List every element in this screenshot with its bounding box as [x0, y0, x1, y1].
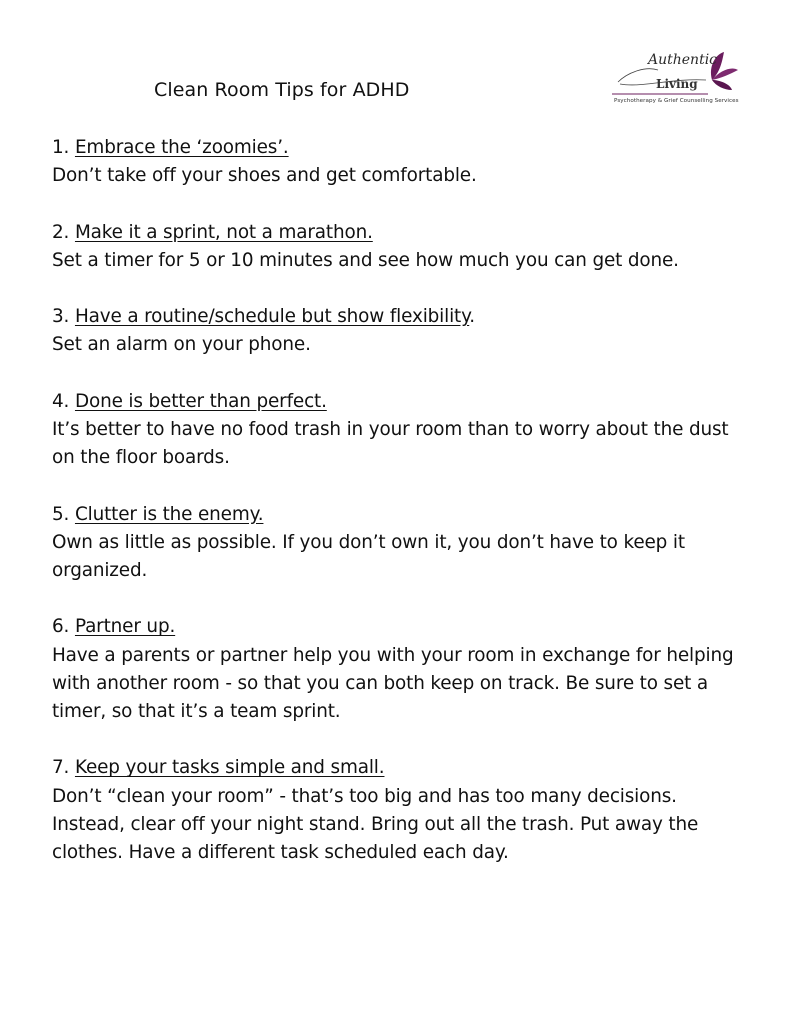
tips-list — [52, 134, 752, 895]
tip-body: Have a parents or partner help you with your room in exchange for helping with another room - so that you can both keep on track. Be sure to set a timer, so that it’s a team sprint. — [52, 644, 734, 722]
tip-header — [52, 504, 263, 525]
tip-item — [52, 754, 752, 867]
tip-heading-suffix: . — [469, 306, 475, 328]
tip-item — [52, 134, 752, 190]
tip-header — [52, 757, 384, 778]
tip-item — [52, 303, 752, 359]
tip-body: Don’t “clean your room” - that’s too big and has too many decisions. Instead, clear off your night stand. Bring out all the trash. Put away the clothes. Have a different task scheduled each day. — [52, 785, 699, 863]
logo-wing-lower — [712, 80, 732, 90]
tip-header — [52, 137, 289, 158]
tip-number: 4. — [52, 390, 70, 412]
tip-heading: Done is better than perfect. — [74, 390, 327, 412]
tip-body: Set an alarm on your phone. — [52, 334, 311, 356]
tip-number: 5. — [52, 503, 70, 525]
tip-heading: Make it a sprint, not a marathon. — [74, 221, 373, 243]
tip-header — [52, 391, 327, 412]
tip-item — [52, 219, 752, 275]
tip-item — [52, 388, 752, 473]
tip-heading: Clutter is the enemy. — [74, 503, 264, 525]
authentic-living-logo — [612, 44, 742, 110]
logo-name: Living — [656, 77, 698, 91]
logo-tagline: Psychotherapy & Grief Counselling Services — [614, 98, 739, 104]
tip-number: 7. — [52, 757, 70, 779]
tip-body: Set a timer for 5 or 10 minutes and see how much you can get done. — [52, 249, 679, 271]
tip-header — [52, 306, 475, 327]
tip-heading: Keep your tasks simple and small. — [74, 757, 385, 779]
tip-header — [52, 222, 373, 243]
tip-number: 2. — [52, 221, 70, 243]
tip-heading: Embrace the ‘zoomies’. — [74, 137, 289, 158]
tip-item — [52, 613, 752, 726]
tip-body: Don’t take off your shoes and get comfortable. — [52, 165, 477, 187]
tip-number: 1. — [52, 137, 70, 158]
tip-heading: Partner up. — [74, 616, 176, 638]
tip-body: It’s better to have no food trash in your room than to worry about the dust on the floor boards. — [52, 418, 729, 469]
logo-script-text: Authentic — [648, 52, 718, 68]
page-title: Clean Room Tips for ADHD — [154, 79, 410, 101]
tip-header — [52, 616, 175, 637]
tip-number: 6. — [52, 616, 70, 638]
tip-heading: Have a routine/schedule but show flexibility — [74, 306, 470, 328]
tip-item — [52, 501, 752, 586]
tip-body: Own as little as possible. If you don’t own it, you don’t have to keep it organized. — [52, 531, 685, 581]
tip-number: 3. — [52, 306, 70, 328]
